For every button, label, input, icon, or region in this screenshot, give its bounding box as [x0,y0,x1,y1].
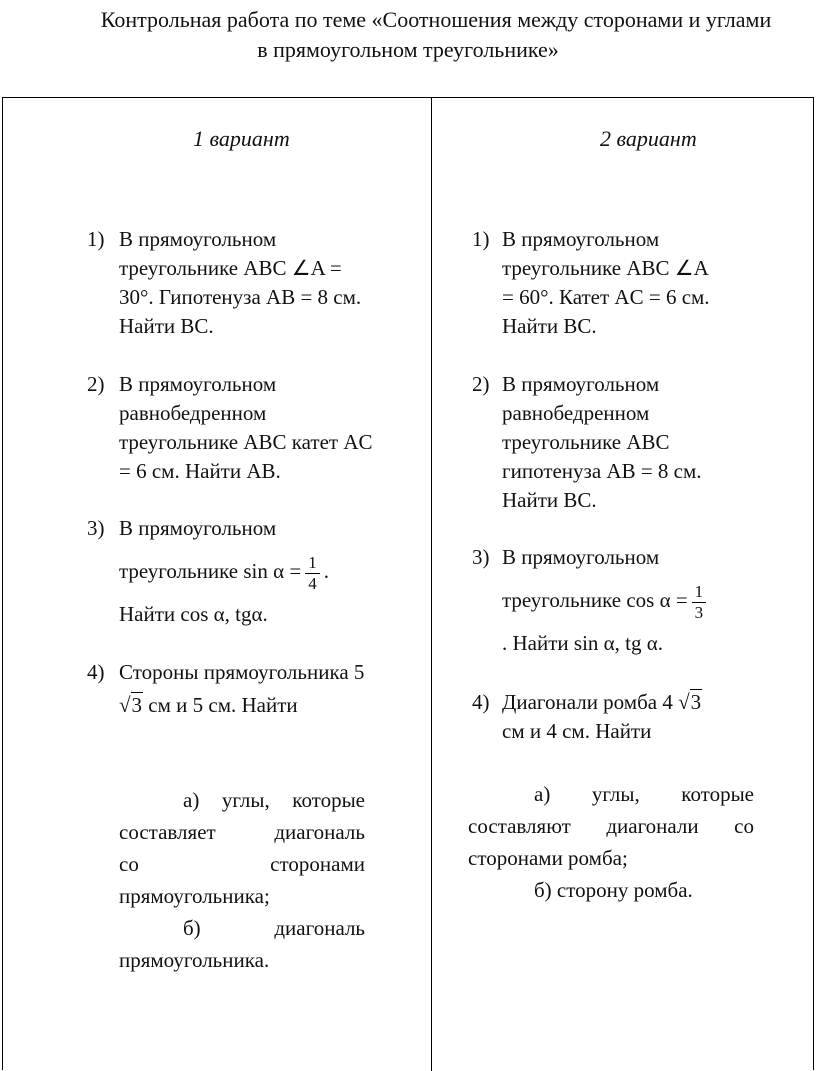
v2-subquestions [468,778,754,906]
variant-1-column [3,98,431,1071]
question-line: треугольнике ABC [502,430,670,454]
subquestion-line: со сторонами [119,852,365,876]
variants-table [2,97,814,1070]
question-line: Найти cos α, tgα. [119,601,268,626]
question-line: треугольнике ABC ∠A [502,256,709,280]
question-line: равнобедренном [502,401,650,425]
question-number: 4) [87,660,105,684]
subquestion-b: б) сторону ромба. [534,878,693,902]
question-line: Найти BC. [502,488,597,512]
question-line: В прямоугольном [119,372,277,396]
variant-2-heading: 2 вариант [600,126,697,151]
fraction [692,582,707,623]
v1-subquestions [119,784,365,976]
question-number: 3) [472,545,490,569]
question-text: . [323,559,329,583]
question-line: В прямоугольном [502,372,660,396]
radicand: 3 [690,690,702,714]
question-line: В прямоугольном [119,516,277,540]
question-line: гипотенуза AB = 8 см. [502,459,702,483]
question-line: Найти BC. [119,314,214,338]
question-number: 2) [472,372,490,396]
subquestion-line: прямоугольника. [119,948,270,972]
question-line: В прямоугольном [502,227,660,251]
question-line: = 60°. Катет AC = 6 см. [502,285,710,309]
radicand: 3 [131,693,143,717]
subquestion-a: а) углы, которые [183,788,365,812]
question-line: см и 4 см. Найти [502,719,652,743]
question-number: 1) [87,227,105,251]
question-number: 1) [472,227,490,251]
fraction-denominator: 4 [308,573,317,593]
subquestion-line: составляет диагональ [119,820,365,844]
subquestion-b: б) диагональ [183,916,365,940]
question-text: треугольнике cos α = [502,588,688,612]
subquestion-a: а) углы, которые [534,782,754,806]
question-line: Стороны прямоугольника 5 [119,660,365,684]
question-number: 2) [87,372,105,396]
fraction-denominator: 3 [694,602,704,622]
question-line: треугольнике ABC катет AC [119,430,373,454]
subquestion-line: составляют диагонали со [468,814,754,838]
question-text: см и 5 см. Найти [148,693,298,717]
question-number: 4) [472,690,490,714]
question-line: 30°. Гипотенуза AB = 8 см. [119,285,362,309]
square-root: √3 [678,690,702,714]
page-title-line-1: Контрольная работа по теме «Соотношения между сторонами и углами [100,7,772,32]
question-text: Диагонали ромба 4 [502,690,673,714]
question-line: равнобедренном [119,401,267,425]
question-line: . Найти sin α, tg α. [502,630,663,655]
question-text: треугольнике sin α = [119,559,302,583]
subquestion-line: сторонами ромба; [468,846,628,870]
question-line: Найти BC. [502,314,597,338]
fraction-numerator: 1 [305,553,320,574]
question-line: В прямоугольном [119,227,277,251]
fraction [305,553,320,594]
fraction-numerator: 1 [692,582,707,603]
variant-2-column [432,98,813,1071]
page-title-line-2: в прямоугольном треугольнике» [257,37,559,62]
question-line: = 6 см. Найти AB. [119,459,281,483]
variant-1-heading: 1 вариант [193,126,290,151]
question-line: В прямоугольном [502,545,660,569]
question-line: треугольнике ABC ∠A = [119,256,342,280]
square-root: √3 [119,693,143,717]
subquestion-line: прямоугольника; [119,884,270,908]
question-number: 3) [87,516,105,540]
